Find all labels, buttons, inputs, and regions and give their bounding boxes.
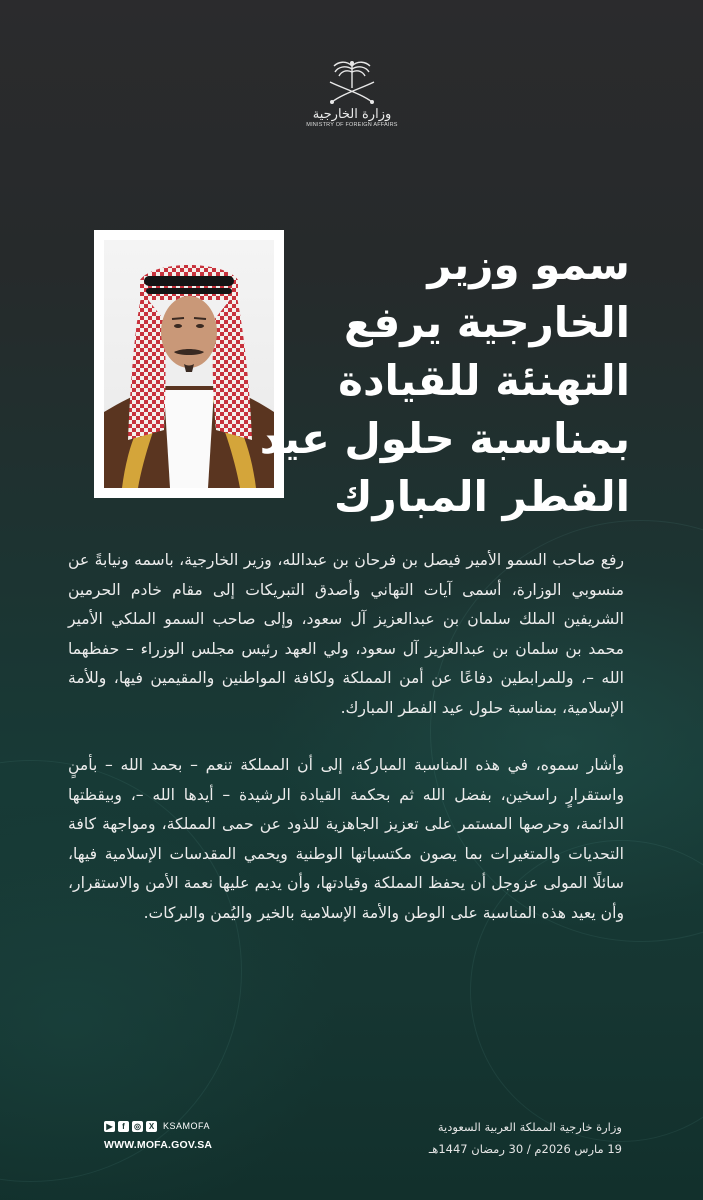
footer-signature (392, 1116, 622, 1160)
headline-line: التهنئة للقيادة (338, 356, 630, 405)
headline-line: سمو وزير (427, 240, 630, 289)
logo-arabic-name: وزارة الخارجية (312, 107, 392, 122)
palm-swords-emblem-icon (324, 58, 380, 106)
logo-english-name: MINISTRY OF FOREIGN AFFAIRS (306, 122, 398, 128)
ministry-logo (300, 58, 404, 142)
statement-body (68, 546, 624, 928)
headline-line: الفطر المبارك (334, 472, 630, 521)
youtube-icon[interactable]: ▶ (104, 1121, 115, 1132)
headline (259, 236, 630, 526)
date-line: 19 مارس 2026م / 30 رمضان 1447هـ (428, 1142, 622, 1156)
ministry-line: وزارة خارجية المملكة العربية السعودية (437, 1120, 622, 1134)
minister-portrait (94, 230, 284, 498)
facebook-icon[interactable]: f (118, 1121, 129, 1132)
portrait-image (104, 240, 274, 488)
social-handle[interactable]: KSAMOFA (163, 1121, 211, 1131)
website-link[interactable]: WWW.MOFA.GOV.SA (104, 1139, 213, 1151)
body-paragraph: وأشار سموه، في هذه المناسبة المباركة، إلى أن المملكة تنعم – بحمد الله – بأمنٍ واستقرارٍ راسخين، بفضل الله ثم بحكمة القيادة الرشيدة – أيدها الله –، وبيقظتها الدائمة، وحرصها المستمر على تعزيز الجاهزية للذود عن حمى المملكة، ومواجهة كافة التحديات والمتغيرات بما يصون مكتسباتها الوطنية ويحمي المقدسات الإسلامية فيها، سائلًا المولى عزوجل أن يحفظ المملكة وقيادتها، وأن يديم عليها نعمة الأمن والاستقرار، وأن يعيد هذه المناسبة على الوطن والأمة الإسلامية بالخير واليُمن والبركات. (68, 756, 624, 922)
social-links (104, 1119, 244, 1133)
headline-line: بمناسبة حلول عيد (259, 414, 630, 463)
headline-line: الخارجية يرفع (344, 298, 630, 347)
footer-contact (104, 1119, 244, 1151)
x-icon[interactable]: X (146, 1121, 157, 1132)
instagram-icon[interactable]: ◎ (132, 1121, 143, 1132)
body-paragraph: رفع صاحب السمو الأمير فيصل بن فرحان بن عبدالله، وزير الخارجية، باسمه ونيابةً عن منسوبي الوزارة، أسمى آيات التهاني وأصدق التبريكات إلى مقام خادم الحرمين الشريفين الملك سلمان بن عبدالعزيز آل سعود، وإلى صاحب السمو الملكي الأمير محمد بن سلمان بن عبدالعزيز آل سعود، ولي العهد رئيس مجلس الوزراء – حفظهما الله –، وللمرابطين دفاعًا عن أمن المملكة ولكافة المواطنين والمقيمين فيها، وللأمة الإسلامية، بمناسبة حلول عيد الفطر المبارك. (68, 551, 624, 717)
